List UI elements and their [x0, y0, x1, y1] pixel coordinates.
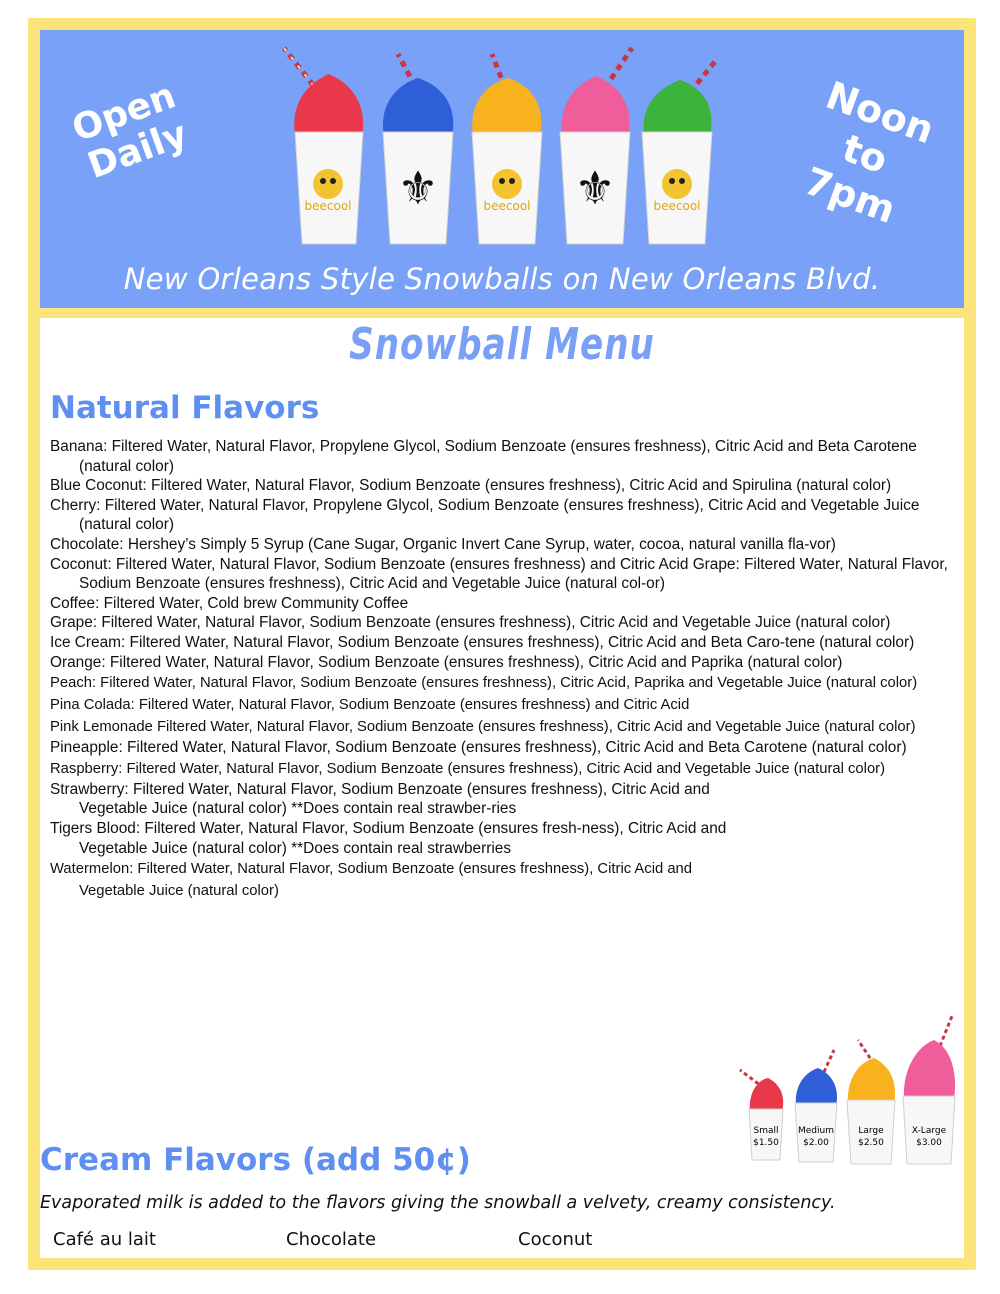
size-large-price: $2.50 — [858, 1138, 884, 1148]
hours-text: Noon to 7pm — [798, 72, 940, 232]
snowball-cups-illustration — [270, 44, 730, 254]
page-title: Snowball Menu — [349, 318, 655, 370]
cream-flavor-cafe-au-lait: Café au lait — [53, 1229, 156, 1250]
cream-flavor-chocolate: Chocolate — [286, 1229, 377, 1250]
flavor-cherry: Cherry: Filtered Water, Natural Flavor, Propylene Glycol, Sodium Benzoate (ensures freshness), Citric Acid and Vegetable Juice (natural color) — [50, 496, 920, 534]
snow-cone-2 — [383, 78, 453, 136]
open-daily-text: Open Daily — [66, 75, 193, 188]
cup-brand-1: beecool — [304, 199, 352, 213]
size-medium-price: $2.00 — [803, 1138, 829, 1148]
flavor-orange: Orange: Filtered Water, Natural Flavor, Sodium Benzoate (ensures freshness), Citric Acid and Paprika (natural color) — [50, 653, 843, 671]
snowball-cup-2 — [383, 54, 453, 244]
flavor-pina-colada: Pina Colada: Filtered Water, Natural Flavor, Sodium Benzoate (ensures freshness) and Citric Acid — [50, 697, 690, 714]
natural-flavors-heading: Natural Flavors — [50, 390, 320, 426]
snow-cone-1 — [294, 74, 363, 136]
size-large — [847, 1040, 895, 1164]
cup-brand-5: beecool — [653, 199, 701, 213]
flavor-pink-lemonade: Pink Lemonade Filtered Water, Natural Flavor, Sodium Benzoate (ensures freshness), Citric Acid and Vegetable Juice (natural color) — [50, 719, 916, 736]
size-x-large-label: X-Large — [911, 1126, 947, 1136]
size-small — [740, 1070, 783, 1160]
snowball-cup-1 — [284, 48, 363, 244]
cream-flavor-coconut: Coconut — [518, 1229, 593, 1250]
cup-brand-3: beecool — [483, 199, 531, 213]
size-small-price: $1.50 — [753, 1138, 779, 1148]
flavor-coconut: Coconut: Filtered Water, Natural Flavor, Sodium Benzoate (ensures freshness) and Citric Acid Grape: Filtered Water, Natural Flavor, Sodium Benzoate (ensures freshness), Citric Acid and Vegetable Juice (natural col-or) — [50, 555, 948, 593]
flavor-peach: Peach: Filtered Water, Natural Flavor, Sodium Benzoate (ensures freshness), Citric Acid, Paprika and Vegetable Juice (natural color) — [50, 675, 918, 692]
size-small-cone — [750, 1078, 783, 1112]
flavor-banana: Banana: Filtered Water, Natural Flavor, Propylene Glycol, Sodium Benzoate (ensures freshness), Citric Acid and Beta Carotene (natural color) — [50, 438, 917, 475]
snowball-cup-4 — [560, 48, 632, 244]
size-x-large-price: $3.00 — [916, 1138, 942, 1148]
size-x-large-cone — [904, 1040, 955, 1100]
flavor-strawberry: Strawberry: Filtered Water, Natural Flavor, Sodium Benzoate (ensures freshness), Citric Acid and Vegetable Juice (natural color) **Does contain real strawber-ries — [50, 780, 710, 818]
cream-flavors-heading: Cream Flavors (add 50¢) — [40, 1142, 471, 1178]
flavor-watermelon: Watermelon: Filtered Water, Natural Flavor, Sodium Benzoate (ensures freshness), Citric Acid and Vegetable Juice (natural color) — [50, 861, 693, 900]
snowball-cup-3 — [472, 54, 542, 244]
size-x-large — [903, 1016, 955, 1164]
snowball-cup-5 — [642, 58, 718, 244]
flavor-coffee: Coffee: Filtered Water, Cold brew Community Coffee — [50, 594, 409, 612]
size-price-illustration — [736, 1012, 958, 1168]
flavor-chocolate: Chocolate: Hershey’s Simply 5 Syrup (Cane Sugar, Organic Invert Cane Syrup, water, cocoa, natural vanilla fla-vor) — [50, 535, 836, 553]
snow-cone-3 — [472, 78, 541, 136]
size-small-label: Small — [753, 1126, 779, 1136]
cream-flavors-description: Evaporated milk is added to the flavors giving the snowball a velvety, creamy consistency. — [40, 1193, 836, 1213]
snow-cone-5 — [643, 80, 711, 136]
size-medium — [795, 1050, 837, 1162]
size-large-label: Large — [858, 1126, 884, 1136]
snow-cone-4 — [561, 76, 629, 136]
flavor-grape: Grape: Filtered Water, Natural Flavor, Sodium Benzoate (ensures freshness), Citric Acid and Vegetable Juice (natural color) — [50, 614, 891, 632]
size-medium-label: Medium — [798, 1126, 834, 1136]
svg-text:⚜: ⚜ — [574, 161, 616, 215]
flavor-pineapple: Pineapple: Filtered Water, Natural Flavor, Sodium Benzoate (ensures freshness), Citric Acid and Beta Carotene (natural color) — [50, 739, 907, 757]
svg-text:⚜: ⚜ — [397, 161, 439, 215]
size-medium-cone — [796, 1068, 837, 1106]
flavor-tigers-blood: Tigers Blood: Filtered Water, Natural Flavor, Sodium Benzoate (ensures fresh-ness), Citric Acid and Vegetable Juice (natural color) **Does contain real strawberries — [50, 819, 727, 857]
natural-flavors-list — [50, 437, 962, 902]
flavor-ice-cream: Ice Cream: Filtered Water, Natural Flavor, Sodium Benzoate (ensures freshness), Citric Acid and Beta Caro-tene (natural color) — [50, 633, 915, 651]
size-large-cone — [848, 1058, 895, 1104]
tagline: New Orleans Style Snowballs on New Orleans Blvd. — [123, 262, 881, 296]
flavor-blue-coconut: Blue Coconut: Filtered Water, Natural Flavor, Sodium Benzoate (ensures freshness), Citric Acid and Spirulina (natural color) — [50, 477, 892, 495]
cream-flavors-list — [0, 1229, 1000, 1253]
flavor-raspberry: Raspberry: Filtered Water, Natural Flavor, Sodium Benzoate (ensures freshness), Citric Acid and Vegetable Juice (natural color) — [50, 760, 886, 777]
